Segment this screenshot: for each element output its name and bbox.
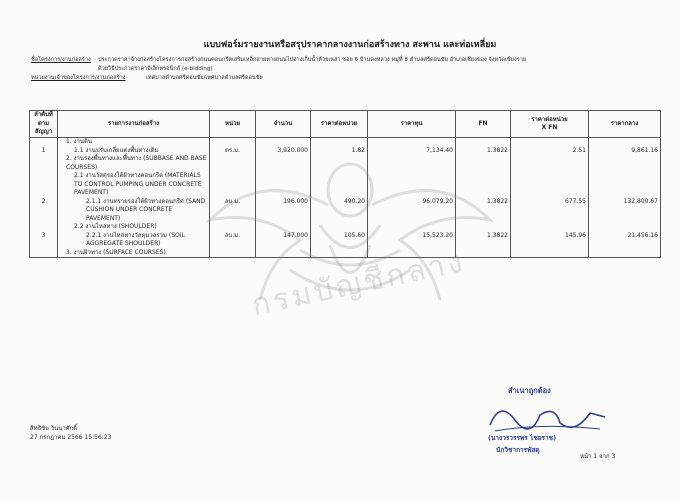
row-cost-cell — [368, 138, 456, 147]
col-cost-header: ราคาทุน — [368, 111, 456, 138]
row-qty-cell: 196.000 — [256, 198, 311, 224]
table-row — [30, 138, 661, 147]
col-unit-price-header: ราคาต่อหน่วย — [311, 111, 368, 138]
row-total-cell — [589, 223, 661, 232]
row-unit-cell — [210, 138, 256, 147]
row-item-cell: 3. งานผิวทาง (SURFACE COURSES) — [58, 249, 210, 258]
row-unit-price-cell — [311, 155, 368, 172]
table-row — [30, 147, 661, 156]
stamp-certified-text: สำเนาถูกต้อง — [508, 386, 551, 395]
signature-icon — [480, 395, 610, 437]
table-row — [30, 249, 661, 258]
row-fn-cell — [456, 138, 511, 147]
table-row — [30, 155, 661, 172]
project-name-value: ประกวดราคาจ้างก่อสร้างโครงการก่อสร้างถนนคอนกรีตเสริมเหล็กสายทางถนนไปอ่างเก็บน้ำห้วยเหล่า ซอย 6 บ้านดงหลวง หมู่ที่ 8 ตำบลศรีดอนชัย อำเภอเชียงของ จังหวัดเชียงราย — [98, 57, 527, 63]
row-total-cell — [589, 155, 661, 172]
project-owner-label: หน่วยงานเจ้าของโครงการ/งานก่อสร้าง — [31, 75, 126, 81]
row-unit-price-fn-cell — [511, 223, 589, 232]
row-unit-price-fn-cell: 145.96 — [511, 232, 589, 249]
print-timestamp: 27 กรกฎาคม 2566 15:56:23 — [30, 434, 112, 441]
row-unit-cell: ลบ.ม. — [210, 198, 256, 224]
row-fn-cell: 1.3822 — [456, 198, 511, 224]
row-cost-cell — [368, 155, 456, 172]
col-qty-header: จำนวน — [256, 111, 311, 138]
row-unit-cell: ลบ.ม. — [210, 232, 256, 249]
row-total-cell — [589, 249, 661, 258]
project-name-label: ชื่อโครงการ/งานก่อสร้าง — [31, 57, 91, 63]
row-qty-cell — [256, 155, 311, 172]
col-item-header: รายการงานก่อสร้าง — [58, 111, 210, 138]
row-unit-cell: ตร.ม. — [210, 147, 256, 156]
row-unit-cell — [210, 223, 256, 232]
row-fn-cell: 1.3822 — [456, 147, 511, 156]
row-unit-price-fn-cell: 677.55 — [511, 198, 589, 224]
row-unit-cell — [210, 155, 256, 172]
table-row — [30, 198, 661, 224]
project-method-value: ด้วยวิธีประกวดราคาอิเล็กทรอนิกส์ (e-bidding) — [98, 66, 213, 72]
row-qty-cell — [256, 172, 311, 198]
row-fn-cell: 1.3822 — [456, 232, 511, 249]
col-total-header: ราคากลาง — [589, 111, 661, 138]
row-unit-price-cell — [311, 138, 368, 147]
row-total-cell: 132,800.67 — [589, 198, 661, 224]
table-row — [30, 172, 661, 198]
row-cost-cell — [368, 223, 456, 232]
row-unit-price-cell: 105.60 — [311, 232, 368, 249]
row-item-cell: 2. งานรองพื้นทางและพื้นทาง (SUBBASE AND BASE COURSES) — [58, 155, 210, 172]
row-fn-cell — [456, 155, 511, 172]
row-unit-price-fn-cell — [511, 155, 589, 172]
row-no-cell: 2 — [30, 198, 58, 224]
table-header-row — [30, 111, 661, 138]
row-no-cell — [30, 223, 58, 232]
project-owner-value: เทศบาลตำบลศรีดอนชัย/เทศบาลตำบลศรีดอนชัย — [146, 75, 263, 81]
row-no-cell: 1 — [30, 147, 58, 156]
table-row — [30, 223, 661, 232]
row-item-cell: 1. งานดิน — [58, 138, 210, 147]
row-cost-cell — [368, 172, 456, 198]
col-fn-header: FN — [456, 111, 511, 138]
col-unit-price-fn-line2: X FN — [541, 124, 558, 131]
row-total-cell: 9,861.16 — [589, 147, 661, 156]
row-total-cell — [589, 138, 661, 147]
row-cost-cell: 96,079.20 — [368, 198, 456, 224]
row-item-cell: 2.1 งานวัสดุรองใต้ผิวทางคอนกรีต (MATERIALS TO CONTROL PUMPING UNDER CONCRETE PAVEMENT) — [58, 172, 210, 198]
row-fn-cell — [456, 223, 511, 232]
page-indicator: หน้า 1 จาก 3 — [580, 453, 616, 460]
report-title: แบบฟอร์มรายงานหรือสรุปราคากลางงานก่อสร้างทาง สะพาน และท่อเหลี่ยม — [203, 40, 497, 50]
row-qty-cell: 147.000 — [256, 232, 311, 249]
row-no-cell — [30, 249, 58, 258]
row-unit-price-cell — [311, 249, 368, 258]
row-unit-cell — [210, 172, 256, 198]
row-unit-price-cell — [311, 223, 368, 232]
row-total-cell: 21,456.16 — [589, 232, 661, 249]
row-item-cell: 1.1 งานปรับเกลี่ยแต่งพื้นทางเดิม — [58, 147, 210, 156]
col-unit-price-fn-header — [511, 111, 589, 138]
row-unit-cell — [210, 249, 256, 258]
table-row — [30, 232, 661, 249]
row-cost-cell: 7,134.40 — [368, 147, 456, 156]
row-cost-cell: 15,523.20 — [368, 232, 456, 249]
col-unit-price-fn-line1: ราคาต่อหน่วย — [531, 115, 568, 123]
row-no-cell: 3 — [30, 232, 58, 249]
stamp-officer-name: (นางวรวรรพร ไชยราช) — [488, 434, 557, 442]
signer-block — [30, 424, 111, 442]
stamp-officer-position: นักวิชาการพัสดุ — [496, 446, 540, 454]
row-no-cell — [30, 138, 58, 147]
row-total-cell — [589, 172, 661, 198]
row-item-cell: 2.2 งานไหล่ทาง (SHOULDER) — [58, 223, 210, 232]
row-qty-cell: 3,920.000 — [256, 147, 311, 156]
row-unit-price-cell: 1.82 — [311, 147, 368, 156]
signer-name: สิทธิชัย วินนาศักดิ์ — [30, 425, 78, 432]
row-qty-cell — [256, 223, 311, 232]
boq-body — [30, 138, 661, 258]
row-item-cell: 2.1.1 งานทรายรองใต้ผิวทางคอนกรีต (SAND CUSHION UNDER CONCRETE PAVEMENT) — [58, 198, 210, 224]
col-unit-header: หน่วย — [210, 111, 256, 138]
row-no-cell — [30, 172, 58, 198]
row-fn-cell — [456, 172, 511, 198]
row-unit-price-fn-cell: 2.51 — [511, 147, 589, 156]
row-unit-price-fn-cell — [511, 138, 589, 147]
row-qty-cell — [256, 249, 311, 258]
row-unit-price-fn-cell — [511, 172, 589, 198]
row-item-cell: 2.2.1 งานไหล่ทางวัสดุมวลรวม (SOIL AGGREGATE SHOULDER) — [58, 232, 210, 249]
row-unit-price-cell — [311, 172, 368, 198]
boq-table — [29, 110, 661, 258]
row-unit-price-fn-cell — [511, 249, 589, 258]
row-no-cell — [30, 155, 58, 172]
watermark-text: กรมบัญชีกลาง — [248, 243, 469, 324]
col-no-header: ลำดับที่ ตามสัญญา — [30, 111, 58, 138]
row-qty-cell — [256, 138, 311, 147]
row-unit-price-cell: 490.20 — [311, 198, 368, 224]
